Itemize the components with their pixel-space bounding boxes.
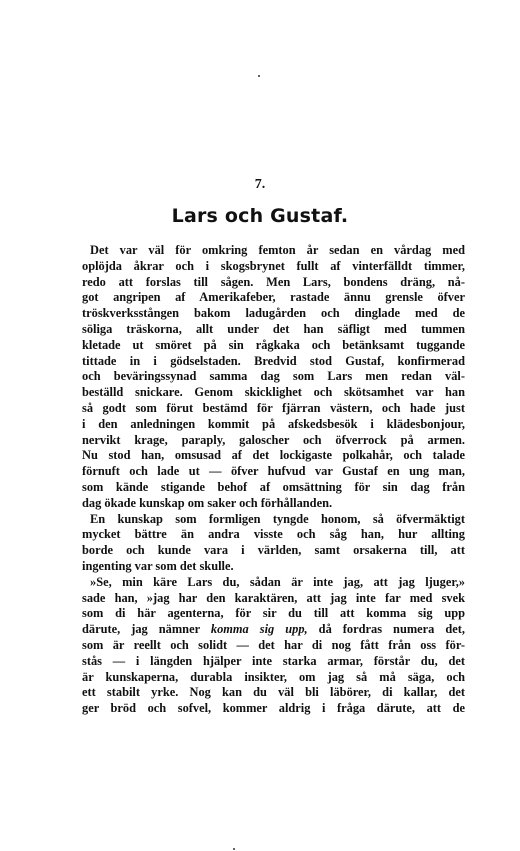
text-line: söliga träskorna, allt under det han säfligt med tummen (82, 321, 465, 336)
text-line: tittade in i gödselstaden. Bredvid stod Gustaf, konfirmerad (82, 353, 465, 368)
chapter-number: 7. (254, 177, 266, 192)
text-line: beställd snickare. Genom skicklighet och skötsamhet var han (82, 385, 465, 400)
text-line: sade han, »jag har den karaktären, att jag inte far med svek (82, 590, 465, 605)
text-line: därute, jag nämner komma sig upp, då fordras numera det, (82, 622, 465, 637)
text-line: dag ökade kunskap om saker och förhållanden. (82, 495, 333, 510)
text-line: redo att forslas till sågen. Men Lars, bondens dräng, nå- (82, 274, 465, 289)
text-line: och beväringssynad samma dag som Lars men redan väl- (82, 369, 465, 384)
text-line: nervikt krage, paraply, galoscher och öfverrock på armen. (82, 432, 465, 447)
chapter-title: Lars och Gustaf. (171, 205, 349, 227)
text-line: tröskverksstången bakom ladugården och dinglade med de (82, 306, 465, 321)
text-line: förnuft och lade ut — öfver hufvud var Gustaf en ung man, (82, 464, 465, 479)
text-line: got angripen af Amerikafeber, rastade ännu grensle öfver (82, 290, 465, 305)
text-line: så godt som förut bestämd för fjärran västern, och hade just (82, 400, 465, 415)
text-line: ingenting var som det skulle. (82, 558, 234, 573)
text-line: ett stabilt yrke. Nog kan du väl bli läbörer, di kallar, det (82, 685, 465, 700)
text-line: Nu stod han, omsusad af det lockigaste polkahår, och talade (82, 448, 465, 463)
text-line: ger bröd och sofvel, kommer aldrig i fråga därute, att de (82, 701, 465, 716)
text-line: som är reellt och solidt — det har di nog fått från oss för- (82, 637, 465, 652)
body-text (82, 243, 465, 717)
text-line: som di här agenterna, för sir du till att komma sig upp (82, 606, 465, 621)
text-line: Det var väl för omkring femton år sedan en vårdag med (90, 243, 465, 257)
page-speck-bottom (233, 848, 235, 850)
text-line: borde och kunde vara i världen, samt orsakerna till, att (82, 543, 465, 558)
text-line: i den anledningen kommit på afskedsbesök i klädesbonjour, (82, 416, 465, 431)
text-line: kletade ut smöret på sin rågkaka och betänksamt tuggande (82, 337, 465, 352)
text-line: som kände stigande behof af omsättning för sin dag från (82, 479, 465, 494)
text-line: stås — i längden hjälper inte starka armar, förstår du, det (82, 653, 465, 668)
text-line: »Se, min käre Lars du, sådan är inte jag, att jag ljuger,» (90, 574, 465, 589)
text-line: är kunskaperna, durabla insikter, om jag så må säga, och (82, 669, 465, 684)
text-line: oplöjda åkrar och i skogsbrynet fullt af vinterfälldt timmer, (82, 258, 465, 273)
text-line: En kunskap som formligen tyngde honom, så öfvermäktigt (90, 511, 465, 526)
text-line: mycket bättre än andra visste och såg han, hur allting (82, 527, 465, 542)
page-speck-top (258, 75, 260, 77)
